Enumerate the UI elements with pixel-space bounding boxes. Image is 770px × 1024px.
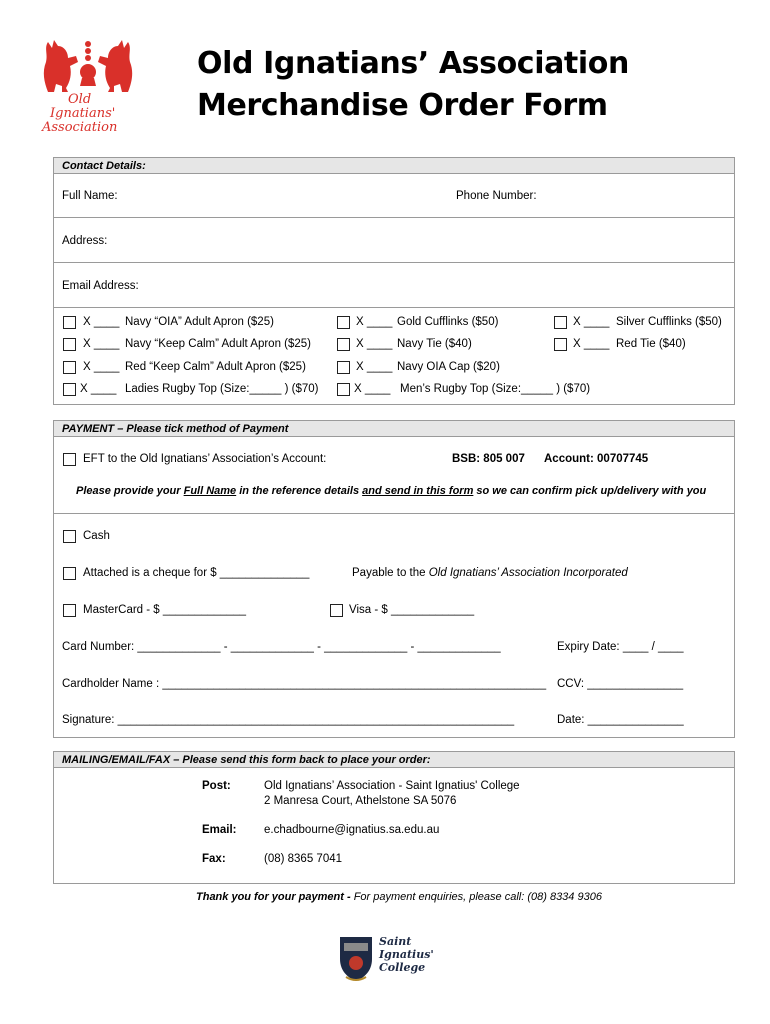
college-shield-icon bbox=[338, 935, 374, 983]
checkbox-cheque[interactable] bbox=[63, 567, 76, 580]
bsb-number: BSB: 805 007 bbox=[452, 453, 525, 465]
college-text-ignatius: Ignatius' bbox=[379, 948, 434, 961]
note-part: Full Name bbox=[183, 485, 237, 497]
checkbox-visa[interactable] bbox=[330, 604, 343, 617]
college-text-college: College bbox=[379, 961, 426, 974]
qty-navy-tie[interactable]: X ____ bbox=[356, 338, 393, 350]
visa-amount-field[interactable]: Visa - $ _____________ bbox=[349, 604, 475, 616]
note-part: so we can confirm pick up/delivery with you bbox=[473, 485, 707, 497]
post-label: Post: bbox=[202, 780, 231, 792]
checkbox-red-tie[interactable] bbox=[554, 338, 567, 351]
email-label: Email: bbox=[202, 824, 237, 836]
checkbox-ladies-rugby-top[interactable] bbox=[63, 383, 76, 396]
checkbox-gold-cufflinks[interactable] bbox=[337, 316, 350, 329]
page-title-line2: Merchandise Order Form bbox=[197, 88, 608, 123]
thank-you-note bbox=[196, 891, 602, 903]
college-logo bbox=[338, 935, 438, 985]
oia-logo bbox=[38, 34, 138, 139]
logo-text-association: Association bbox=[42, 120, 118, 135]
item-navy-tie: Navy Tie ($40) bbox=[397, 338, 472, 350]
logo-text-old: Old bbox=[68, 92, 92, 107]
checkbox-silver-cufflinks[interactable] bbox=[554, 316, 567, 329]
fax-label: Fax: bbox=[202, 853, 226, 865]
ccv-field[interactable]: CCV: _______________ bbox=[557, 678, 684, 690]
item-navy-oia-apron: Navy “OIA” Adult Apron ($25) bbox=[125, 316, 274, 328]
checkbox-navy-oia-cap[interactable] bbox=[337, 361, 350, 374]
checkbox-cash[interactable] bbox=[63, 530, 76, 543]
qty-mens-rugby-top[interactable]: X ____ bbox=[354, 383, 391, 395]
enquiries-text: For payment enquiries, please call: (08) 8334 9306 bbox=[353, 891, 602, 903]
checkbox-mastercard[interactable] bbox=[63, 604, 76, 617]
payable-to bbox=[352, 567, 628, 579]
item-ladies-rugby-top: Ladies Rugby Top (Size:_____ ) ($70) bbox=[125, 383, 319, 395]
contact-section bbox=[53, 157, 735, 405]
qty-gold-cufflinks[interactable]: X ____ bbox=[356, 316, 393, 328]
item-navy-keep-calm-apron: Navy “Keep Calm” Adult Apron ($25) bbox=[125, 338, 312, 350]
payable-text: Payable to the bbox=[352, 567, 429, 579]
qty-navy-oia-cap[interactable]: X ____ bbox=[356, 361, 393, 373]
thank-you-bold: Thank you for your payment - bbox=[196, 891, 354, 903]
note-part: in the reference details bbox=[236, 485, 363, 497]
signature-field[interactable]: Signature: ______________________________________________________________ bbox=[62, 714, 515, 726]
phone-number-field[interactable]: Phone Number: bbox=[456, 190, 537, 202]
payment-section bbox=[53, 420, 735, 738]
divider bbox=[54, 307, 734, 308]
full-name-field[interactable]: Full Name: bbox=[62, 190, 118, 202]
item-silver-cufflinks: Silver Cufflinks ($50) bbox=[616, 316, 722, 328]
item-gold-cufflinks: Gold Cufflinks ($50) bbox=[397, 316, 499, 328]
contact-heading: Contact Details: bbox=[54, 158, 734, 174]
checkbox-eft[interactable] bbox=[63, 453, 76, 466]
divider bbox=[54, 262, 734, 263]
cardholder-name-field[interactable]: Cardholder Name : ____________________________________________________________ bbox=[62, 678, 547, 690]
qty-navy-keep-calm-apron[interactable]: X ____ bbox=[83, 338, 120, 350]
email-link[interactable]: e.chadbourne@ignatius.sa.edu.au bbox=[264, 824, 440, 836]
fax-number: (08) 8365 7041 bbox=[264, 853, 343, 865]
account-number: Account: 00707745 bbox=[544, 453, 649, 465]
address-field[interactable]: Address: bbox=[62, 235, 108, 247]
divider bbox=[54, 513, 734, 514]
cheque-amount-field[interactable]: Attached is a cheque for $ ______________ bbox=[83, 567, 310, 579]
mailing-heading: MAILING/EMAIL/FAX – Please send this form back to place your order: bbox=[54, 752, 734, 768]
checkbox-red-keep-calm-apron[interactable] bbox=[63, 361, 76, 374]
checkbox-navy-keep-calm-apron[interactable] bbox=[63, 338, 76, 351]
mastercard-amount-field[interactable]: MasterCard - $ _____________ bbox=[83, 604, 247, 616]
post-address-line2: 2 Manresa Court, Athelstone SA 5076 bbox=[264, 795, 457, 807]
email-address-field[interactable]: Email Address: bbox=[62, 280, 139, 292]
date-field[interactable]: Date: _______________ bbox=[557, 714, 684, 726]
mailing-section bbox=[53, 751, 735, 884]
card-number-field[interactable]: Card Number: _____________ - _____________ - _____________ - _____________ bbox=[62, 641, 501, 653]
note-part: and send in this form bbox=[362, 485, 474, 497]
lion-crest-icon bbox=[38, 34, 138, 96]
expiry-date-field[interactable]: Expiry Date: ____ / ____ bbox=[557, 641, 684, 653]
cash-label: Cash bbox=[83, 530, 110, 542]
eft-label: EFT to the Old Ignatians’ Association’s Account: bbox=[83, 453, 327, 465]
post-address-line1: Old Ignatians’ Association - Saint Ignatius' College bbox=[264, 780, 520, 792]
checkbox-navy-oia-apron[interactable] bbox=[63, 316, 76, 329]
note-part: Please provide your bbox=[76, 485, 184, 497]
item-navy-oia-cap: Navy OIA Cap ($20) bbox=[397, 361, 500, 373]
divider bbox=[54, 217, 734, 218]
logo-text-ignatians: Ignatians' bbox=[50, 106, 116, 121]
checkbox-mens-rugby-top[interactable] bbox=[337, 383, 350, 396]
payment-heading: PAYMENT – Please tick method of Payment bbox=[54, 421, 734, 437]
college-text-saint: Saint bbox=[379, 935, 412, 948]
page-title-line1: Old Ignatians’ Association bbox=[197, 46, 629, 81]
checkbox-navy-tie[interactable] bbox=[337, 338, 350, 351]
reference-note bbox=[76, 485, 706, 497]
item-red-keep-calm-apron: Red “Keep Calm” Adult Apron ($25) bbox=[125, 361, 306, 373]
qty-silver-cufflinks[interactable]: X ____ bbox=[573, 316, 610, 328]
item-mens-rugby-top: Men’s Rugby Top (Size:_____ ) ($70) bbox=[400, 383, 591, 395]
qty-navy-oia-apron[interactable]: X ____ bbox=[83, 316, 120, 328]
payable-name: Old Ignatians’ Association Incorporated bbox=[428, 567, 628, 579]
qty-ladies-rugby-top[interactable]: X ____ bbox=[80, 383, 117, 395]
qty-red-keep-calm-apron[interactable]: X ____ bbox=[83, 361, 120, 373]
qty-red-tie[interactable]: X ____ bbox=[573, 338, 610, 350]
item-red-tie: Red Tie ($40) bbox=[616, 338, 686, 350]
